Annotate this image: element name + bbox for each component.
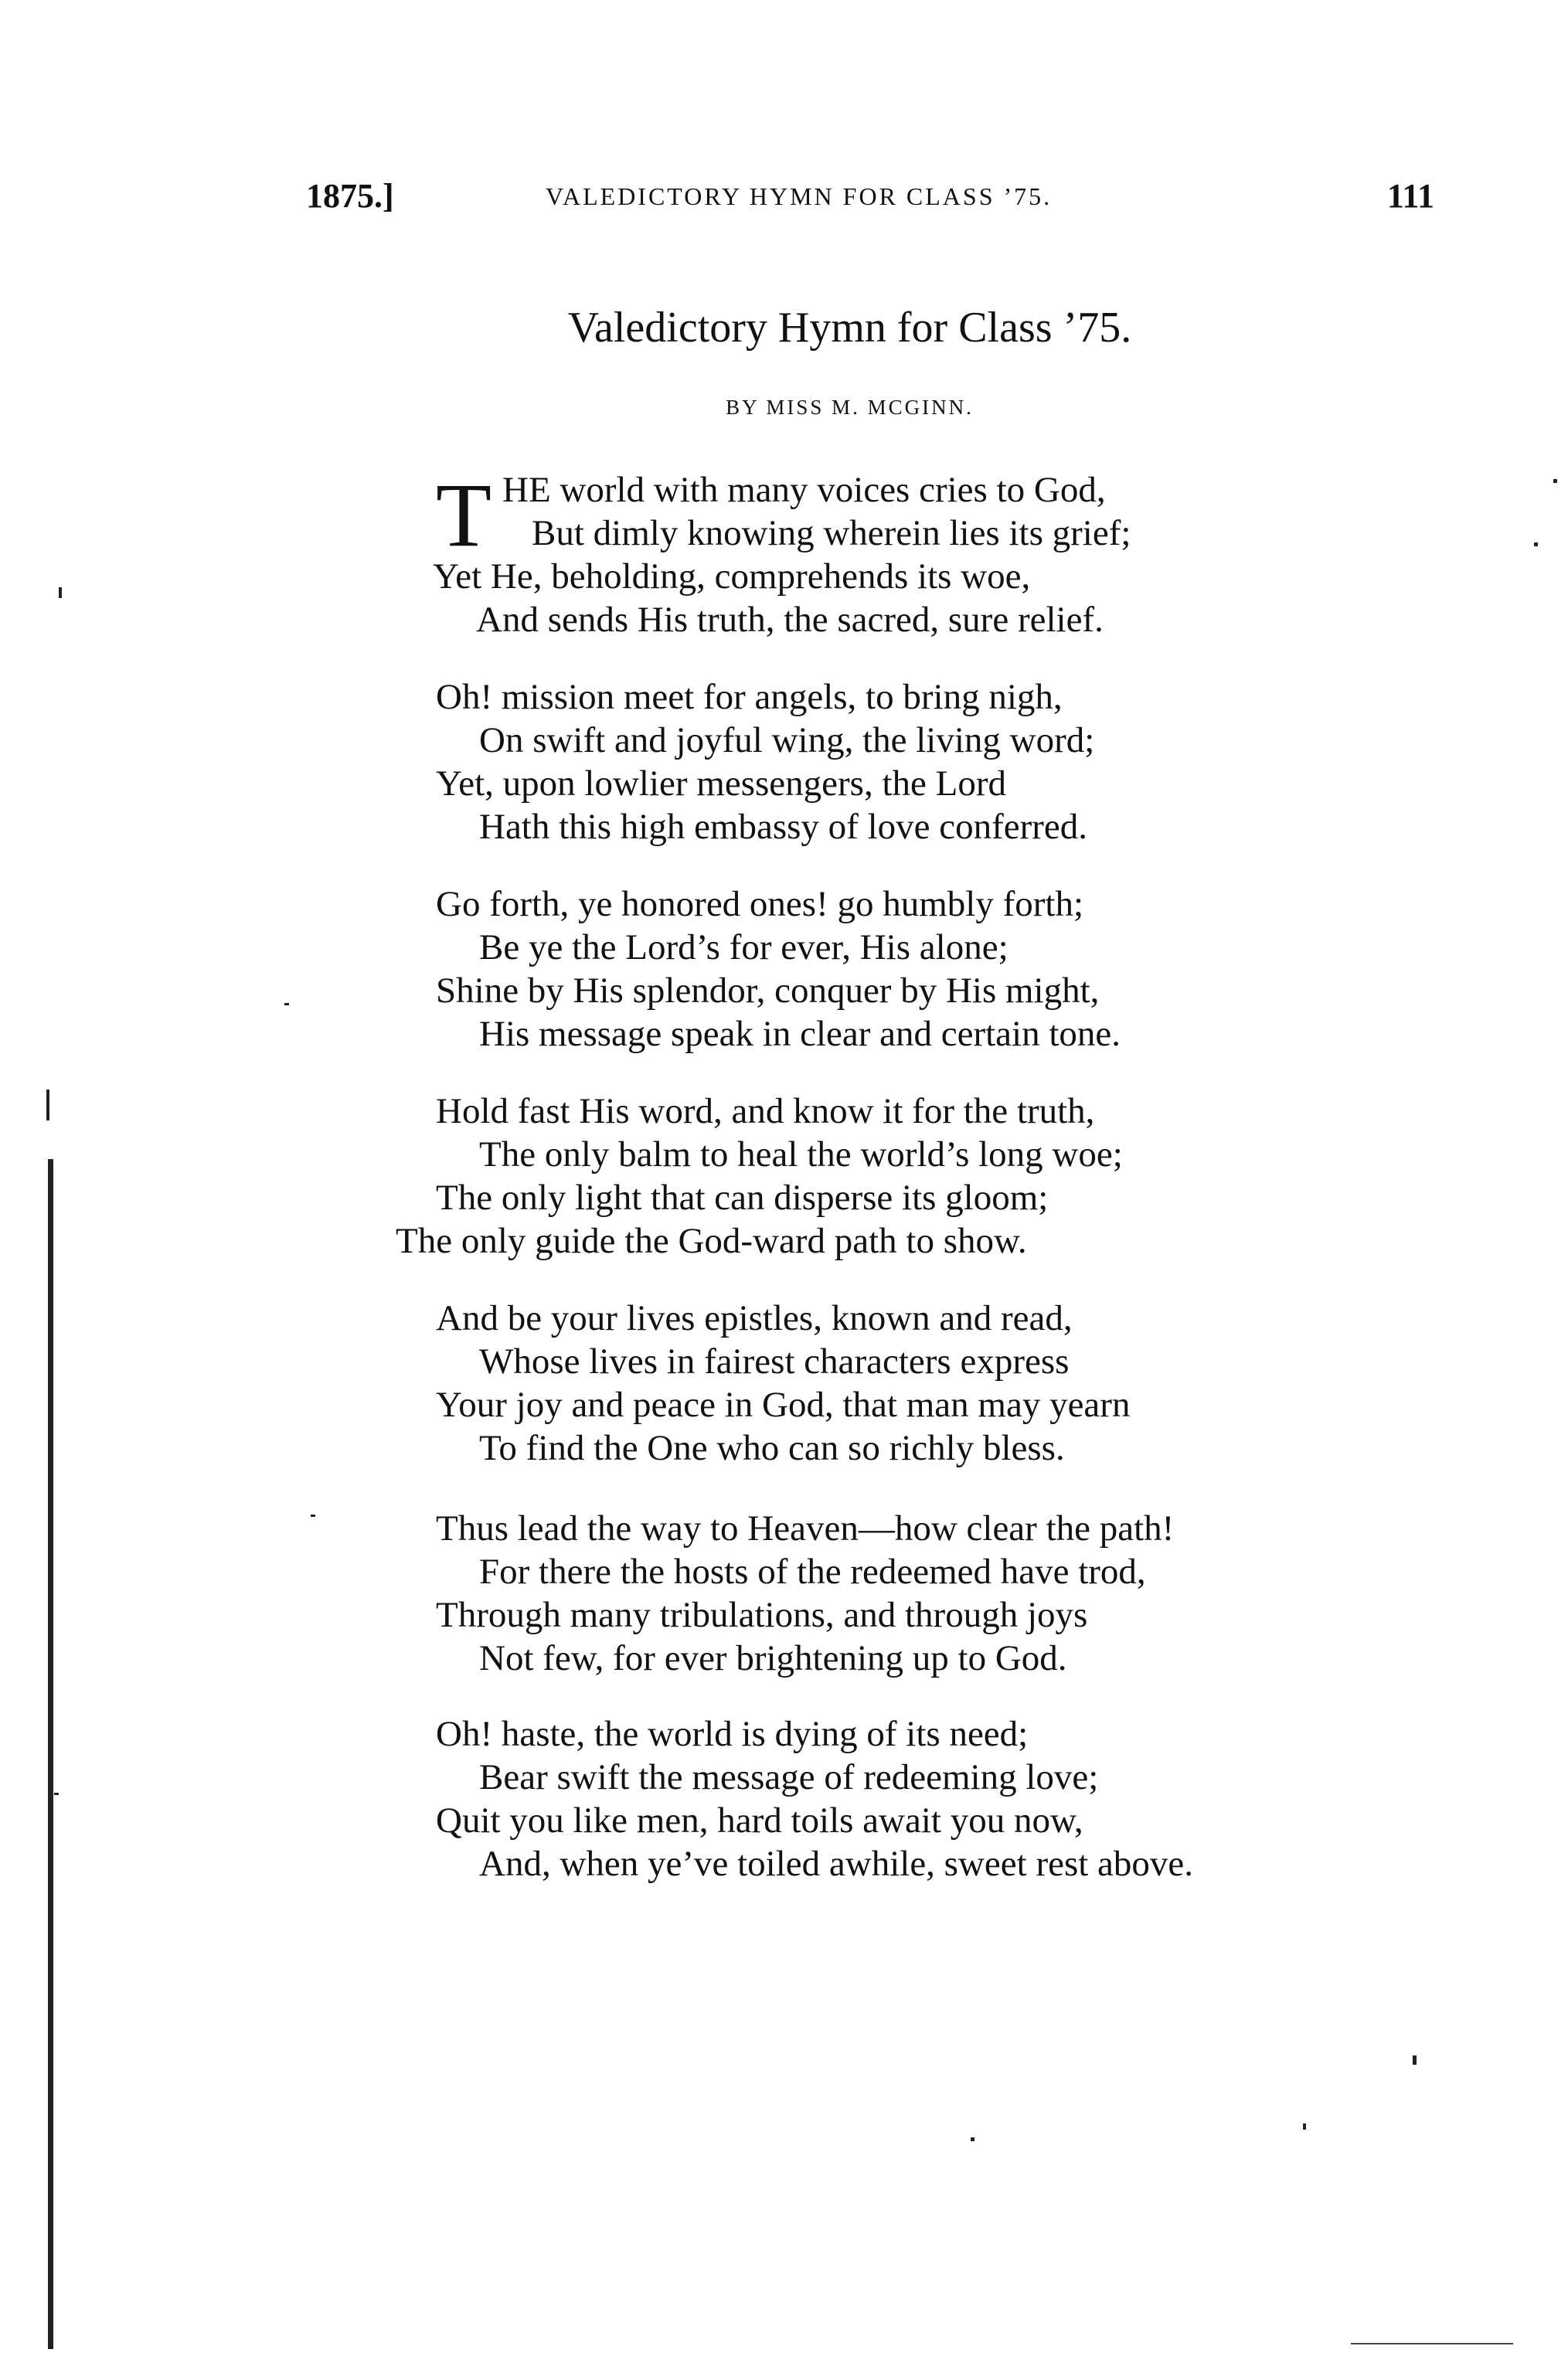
poem-line: Oh! haste, the world is dying of its need; (436, 1714, 1029, 1754)
poem-line: The only balm to heal the world’s long woe; (479, 1134, 1123, 1175)
poem-line: Bear swift the message of redeeming love; (479, 1757, 1099, 1797)
scan-speck (971, 2137, 974, 2141)
poem-line: HE world with many voices cries to God, (502, 470, 1106, 510)
poem-line: Your joy and peace in God, that man may yearn (436, 1385, 1131, 1425)
poem-line: His message speak in clear and certain tone. (479, 1014, 1121, 1054)
poem-line: Yet He, beholding, comprehends its woe, (433, 556, 1031, 597)
binding-edge-mark (48, 1159, 53, 2349)
poem-line: Quit you like men, hard toils await you now, (436, 1800, 1083, 1841)
page-number: 111 (1386, 177, 1434, 215)
scan-speck (1303, 2123, 1306, 2130)
poem-title: Valedictory Hymn for Class ’75. (567, 304, 1132, 352)
poem-line: Be ye the Lord’s for ever, His alone; (479, 927, 1008, 967)
poem-line: The only guide the God-ward path to show. (396, 1221, 1027, 1261)
poem-line: And, when ye’ve toiled awhile, sweet rest above. (479, 1844, 1194, 1884)
scan-speck (1553, 479, 1557, 483)
poem-line: Not few, for ever brightening up to God. (479, 1638, 1067, 1678)
scan-speck (311, 1515, 315, 1517)
poem-line: Oh! mission meet for angels, to bring nigh, (436, 677, 1063, 717)
poem-line: Through many tribulations, and through joys (436, 1595, 1088, 1635)
scan-speck (284, 1003, 289, 1005)
scan-speck (54, 1793, 59, 1795)
running-head-title: VALEDICTORY HYMN FOR CLASS ’75. (546, 182, 1053, 210)
poem-line: To find the One who can so richly bless. (479, 1428, 1065, 1468)
poem-line: The only light that can disperse its gloom; (436, 1178, 1049, 1218)
poem-line: For there the hosts of the redeemed have trod, (479, 1552, 1146, 1592)
poem-line: Yet, upon lowlier messengers, the Lord (436, 763, 1006, 804)
poem-line: And sends His truth, the sacred, sure relief. (476, 600, 1104, 640)
scan-speck (59, 587, 62, 598)
poem-line: But dimly knowing wherein lies its grief; (532, 513, 1131, 553)
drop-cap: T (436, 464, 492, 566)
running-head (306, 176, 1434, 223)
poem-line: Shine by His splendor, conquer by His might, (436, 971, 1100, 1011)
scan-speck (1413, 2055, 1417, 2065)
poem-line: On swift and joyful wing, the living word; (479, 720, 1095, 760)
poem-line: Hold fast His word, and know it for the truth, (436, 1091, 1095, 1131)
poem-line: Go forth, ye honored ones! go humbly forth; (436, 884, 1084, 924)
poem-line: And be your lives epistles, known and read, (436, 1298, 1073, 1338)
poem-line: Whose lives in fairest characters express (479, 1341, 1070, 1382)
poem-byline: BY MISS M. MCGINN. (726, 396, 974, 419)
poem-line: Thus lead the way to Heaven—how clear the path! (436, 1508, 1175, 1549)
scan-speck (46, 1090, 49, 1120)
running-head-year: 1875.] (306, 177, 394, 215)
poem-line: Hath this high embassy of love conferred. (479, 807, 1088, 847)
scan-rule (1351, 2343, 1513, 2344)
scan-speck (1534, 542, 1538, 546)
